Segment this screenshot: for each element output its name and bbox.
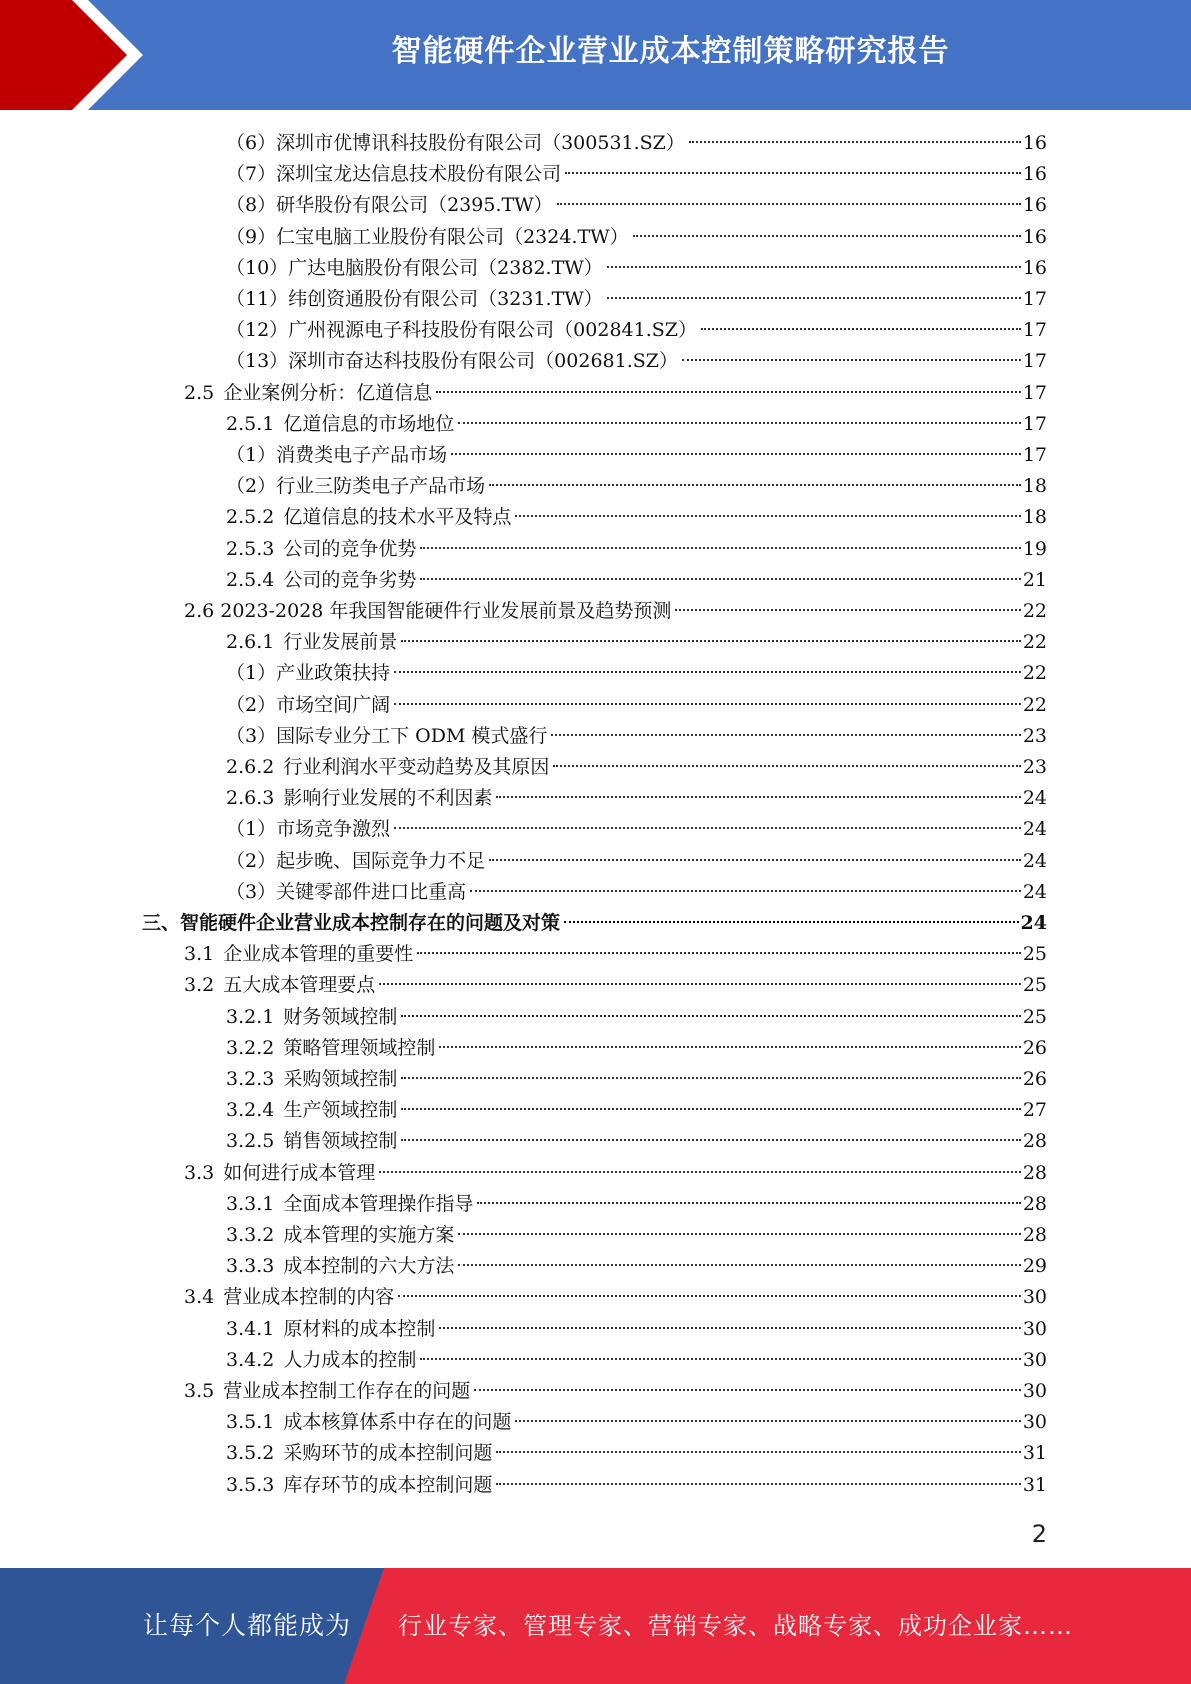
toc-entry[interactable] [226,846,1047,877]
toc-entry-title: 销售领域控制 [283,1130,398,1153]
toc-entry-title: （1）市场竞争激烈 [226,818,391,841]
toc-entry-number: 2.6.1 [226,631,275,654]
toc-dot-leader [401,1015,1020,1017]
toc-entry[interactable] [184,1376,1047,1407]
toc-entry-title: 营业成本控制的内容 [223,1286,395,1309]
toc-entry-page: 25 [1022,943,1047,966]
toc-entry-page: 18 [1022,475,1047,498]
toc-entry-title: （13）深圳市奋达科技股份有限公司（002681.SZ） [226,350,678,373]
toc-dot-leader [379,983,1021,985]
toc-entry-number: 3.5.2 [226,1442,275,1465]
toc-entry[interactable] [184,1282,1047,1313]
toc-entry-title: （2）起步晚、国际竞争力不足 [226,849,486,872]
toc-entry-page: 30 [1022,1317,1047,1340]
page-footer [0,1568,1191,1684]
toc-entry-title: 全面成本管理操作指导 [283,1192,474,1215]
toc-dot-leader [401,1108,1020,1110]
toc-entry-page: 25 [1022,1005,1047,1028]
toc-dot-leader [564,921,1019,923]
toc-entry-title: 策略管理领域控制 [283,1036,436,1059]
toc-entry[interactable] [226,1064,1047,1095]
toc-entry-number: 3.4 [184,1286,215,1309]
footer-slogan-left: 让每个人都能成为 [143,1611,352,1640]
toc-entry-page: 30 [1022,1348,1047,1371]
toc-entry-page: 21 [1022,568,1047,591]
toc-entry[interactable] [226,471,1047,502]
toc-dot-leader [682,359,1021,361]
toc-entry-page: 17 [1022,412,1047,435]
toc-entry-number: 3.5.1 [226,1411,275,1434]
toc-entry-number: 3.3.3 [226,1255,275,1278]
toc-dot-leader [451,453,1021,455]
toc-entry[interactable] [226,315,1047,346]
toc-entry-page: 25 [1022,974,1047,997]
toc-entry-page: 24 [1022,787,1047,810]
toc-dot-leader [401,1139,1020,1141]
toc-entry-title: 行业利润水平变动趋势及其原因 [283,756,550,778]
toc-entry-page: 22 [1022,693,1047,716]
toc-entry[interactable] [226,1470,1047,1501]
toc-entry-page: 23 [1022,756,1047,778]
toc-entry-number: 3.3.1 [226,1192,275,1215]
toc-entry-title: （10）广达电脑股份有限公司（2382.TW） [226,256,603,279]
toc-entry-title: （8）研华股份有限公司（2395.TW） [226,194,553,217]
toc-dot-leader [394,703,1021,705]
toc-entry[interactable] [226,814,1047,845]
toc-entry-number: 3.3 [184,1161,215,1184]
toc-dot-leader [553,765,1020,767]
toc-entry[interactable] [226,190,1047,221]
toc-dot-leader [689,141,1021,143]
toc-dot-leader [394,671,1021,673]
toc-dot-leader [515,515,1020,517]
toc-entry[interactable] [142,908,1047,939]
toc-dot-leader [515,1420,1020,1422]
toc-entry-page: 26 [1022,1068,1047,1090]
toc-dot-leader [458,422,1020,424]
toc-entry-page: 18 [1022,506,1047,529]
toc-dot-leader [701,328,1021,330]
toc-entry-number: 2.5.4 [226,568,275,591]
toc-dot-leader [417,952,1021,954]
toc-entry-number: 3.5 [184,1380,215,1402]
toc-dot-leader [439,1046,1020,1048]
toc-entry-title: 成本核算体系中存在的问题 [283,1411,512,1434]
toc-dot-leader [420,1358,1020,1360]
toc-entry-title: 行业发展前景 [283,631,398,654]
document-title: 智能硬件企业营业成本控制策略研究报告 [391,34,950,69]
toc-dot-leader [496,1451,1020,1453]
toc-entry[interactable] [226,1438,1047,1469]
toc-entry-title: 库存环节的成本控制问题 [283,1473,493,1496]
toc-entry-number: 3.2.2 [226,1036,275,1059]
toc-entry[interactable] [184,939,1047,970]
toc-entry-page: 16 [1022,194,1047,217]
toc-dot-leader [489,859,1021,861]
toc-dot-leader [436,391,1021,393]
footer-slogan-right: 行业专家、管理专家、营销专家、战略专家、成功企业家…… [398,1612,1073,1640]
toc-dot-leader [496,796,1020,798]
toc-entry-page: 22 [1022,600,1047,622]
toc-entry-title: （7）深圳宝龙达信息技术股份有限公司 [226,163,562,186]
toc-entry-page: 24 [1022,849,1047,872]
toc-entry[interactable] [226,1407,1047,1438]
toc-entry-title: （11）纬创资通股份有限公司（3231.TW） [226,288,603,310]
toc-entry[interactable] [184,378,1047,409]
toc-entry[interactable] [226,690,1047,721]
toc-entry-page: 29 [1022,1255,1047,1278]
toc-entry[interactable] [226,1033,1047,1064]
toc-entry[interactable] [226,222,1047,253]
toc-entry[interactable] [226,128,1047,159]
toc-entry[interactable] [226,1314,1047,1345]
toc-entry-page: 27 [1022,1099,1047,1122]
toc-entry-title: 人力成本的控制 [283,1348,417,1371]
toc-dot-leader [489,484,1021,486]
toc-entry-number: 2.5.1 [226,412,275,435]
toc-dot-leader [420,547,1020,549]
toc-entry-number: 3.4.2 [226,1348,275,1371]
toc-entry-page: 16 [1022,163,1047,186]
toc-entry[interactable] [226,565,1047,596]
toc-entry[interactable] [226,1095,1047,1126]
toc-entry-title: 成本控制的六大方法 [283,1255,455,1278]
toc-entry-title: 三、智能硬件企业营业成本控制存在的问题及对策 [142,912,561,934]
toc-dot-leader [458,1264,1020,1266]
toc-entry[interactable] [226,1126,1047,1157]
toc-entry[interactable] [226,253,1047,284]
toc-entry[interactable] [226,346,1047,377]
toc-entry[interactable] [184,596,1047,627]
toc-entry-number: 3.5.3 [226,1473,275,1496]
toc-entry-title: 影响行业发展的不利因素 [283,787,493,810]
toc-entry-number: 3.2.5 [226,1130,275,1153]
toc-dot-leader [439,1327,1020,1329]
toc-dot-leader [477,1202,1020,1204]
toc-entry-page: 31 [1022,1442,1047,1465]
toc-entry[interactable] [226,721,1047,752]
toc-entry-page: 17 [1022,381,1047,404]
toc-entry-title: 企业案例分析：亿道信息 [223,381,433,404]
toc-entry-title: 公司的竞争优势 [283,537,417,560]
toc-entry-title: 亿道信息的技术水平及特点 [283,506,512,529]
toc-entry-title: 营业成本控制工作存在的问题 [223,1380,471,1402]
toc-entry-page: 28 [1022,1192,1047,1215]
toc-entry-title: 亿道信息的市场地位 [283,412,455,435]
toc-entry-number: 3.2.4 [226,1099,275,1122]
toc-entry-title: 财务领域控制 [283,1005,398,1028]
toc-entry-title: 原材料的成本控制 [283,1317,436,1340]
toc-entry[interactable] [226,627,1047,658]
toc-entry-page: 30 [1022,1380,1047,1402]
toc-entry-page: 28 [1022,1130,1047,1153]
toc-entry-page: 17 [1022,350,1047,373]
toc-dot-leader [398,1295,1021,1297]
toc-dot-leader [470,890,1021,892]
toc-entry-page: 26 [1022,1036,1047,1059]
toc-entry[interactable] [184,970,1047,1001]
toc-entry[interactable] [226,658,1047,689]
toc-dot-leader [474,1389,1021,1391]
toc-entry[interactable] [226,1220,1047,1251]
toc-dot-leader [401,1077,1020,1079]
toc-entry-title: 五大成本管理要点 [223,974,376,997]
toc-entry-number: 2.6.3 [226,787,275,810]
toc-entry-title: （1）产业政策扶持 [226,662,391,685]
toc-entry-page: 16 [1022,132,1047,154]
toc-entry[interactable] [226,502,1047,533]
toc-entry[interactable] [226,440,1047,471]
toc-dot-leader [379,1171,1021,1173]
toc-entry-number: 2.6.2 [226,756,275,778]
toc-dot-leader [675,609,1020,611]
toc-dot-leader [551,734,1020,736]
toc-entry-title: 采购领域控制 [283,1068,398,1090]
toc-entry-page: 31 [1022,1473,1047,1496]
toc-entry-page: 22 [1022,631,1047,654]
toc-dot-leader [565,172,1021,174]
toc-entry-title: （2）市场空间广阔 [226,693,391,716]
toc-entry-page: 17 [1022,444,1047,466]
toc-dot-leader [401,640,1020,642]
toc-dot-leader [458,1233,1020,1235]
toc-entry[interactable] [226,1189,1047,1220]
toc-dot-leader [557,203,1021,205]
toc-entry-number: 2.5 [184,381,215,404]
header-arrow-decoration [0,0,170,110]
toc-entry-number: 3.3.2 [226,1224,275,1246]
page-header [0,0,1191,110]
toc-entry-title: 如何进行成本管理 [223,1161,376,1184]
toc-entry-page: 24 [1022,880,1047,903]
toc-entry-number: 2.5.2 [226,506,275,529]
toc-entry-title: （9）仁宝电脑工业股份有限公司（2324.TW） [226,225,629,248]
toc-dot-leader [607,297,1021,299]
toc-entry-number: 3.2.1 [226,1005,275,1028]
toc-entry[interactable] [226,534,1047,565]
toc-entry-title: 生产领域控制 [283,1099,398,1122]
toc-entry-number: 3.4.1 [226,1317,275,1340]
toc-entry[interactable] [226,877,1047,908]
toc-entry-page: 17 [1022,288,1047,310]
toc-dot-leader [420,578,1020,580]
toc-entry[interactable] [226,409,1047,440]
toc-entry[interactable] [226,783,1047,814]
toc-entry-page: 24 [1022,818,1047,841]
toc-entry-page: 22 [1022,662,1047,685]
toc-entry-title: （2）行业三防类电子产品市场 [226,475,486,498]
toc-entry-title: 成本管理的实施方案 [283,1224,455,1246]
toc-entry-page: 30 [1022,1286,1047,1309]
toc-entry-number: 3.1 [184,943,215,966]
toc-entry-page: 30 [1022,1411,1047,1434]
toc-entry[interactable] [184,1158,1047,1189]
toc-entry-page: 17 [1022,319,1047,342]
toc-dot-leader [394,827,1021,829]
toc-entry[interactable] [226,1345,1047,1376]
page-number: 2 [1031,1520,1047,1548]
toc-entry-title: （1）消费类电子产品市场 [226,444,448,466]
toc-dot-leader [633,235,1021,237]
toc-entry-page: 28 [1022,1224,1047,1246]
toc-entry[interactable] [226,284,1047,315]
toc-entry-title: 2.6 2023-2028 年我国智能硬件行业发展前景及趋势预测 [184,600,672,622]
toc-entry-page: 28 [1022,1161,1047,1184]
toc-entry[interactable] [226,752,1047,783]
toc-entry-title: 企业成本管理的重要性 [223,943,414,966]
toc-entry-number: 2.5.3 [226,537,275,560]
toc-entry-number: 3.2.3 [226,1068,275,1090]
toc-entry-title: （12）广州视源电子科技股份有限公司（002841.SZ） [226,319,697,342]
toc-entry[interactable] [226,1251,1047,1282]
toc-entry-title: 公司的竞争劣势 [283,568,417,591]
toc-entry-number: 3.2 [184,974,215,997]
toc-entry[interactable] [226,1002,1047,1033]
toc-entry-page: 16 [1022,256,1047,279]
toc-entry-title: （3）关键零部件进口比重高 [226,880,467,903]
toc-entry-title: （3）国际专业分工下 ODM 模式盛行 [226,724,548,747]
toc-entry-title: 采购环节的成本控制问题 [283,1442,493,1465]
toc-entry-page: 24 [1020,912,1047,934]
toc-dot-leader [607,266,1021,268]
toc-entry-title: （6）深圳市优博讯科技股份有限公司（300531.SZ） [226,132,685,154]
toc-entry-page: 19 [1022,537,1047,560]
toc-dot-leader [496,1483,1020,1485]
toc-entry-page: 16 [1022,225,1047,248]
toc-entry[interactable] [226,159,1047,190]
toc-entry-page: 23 [1022,724,1047,747]
